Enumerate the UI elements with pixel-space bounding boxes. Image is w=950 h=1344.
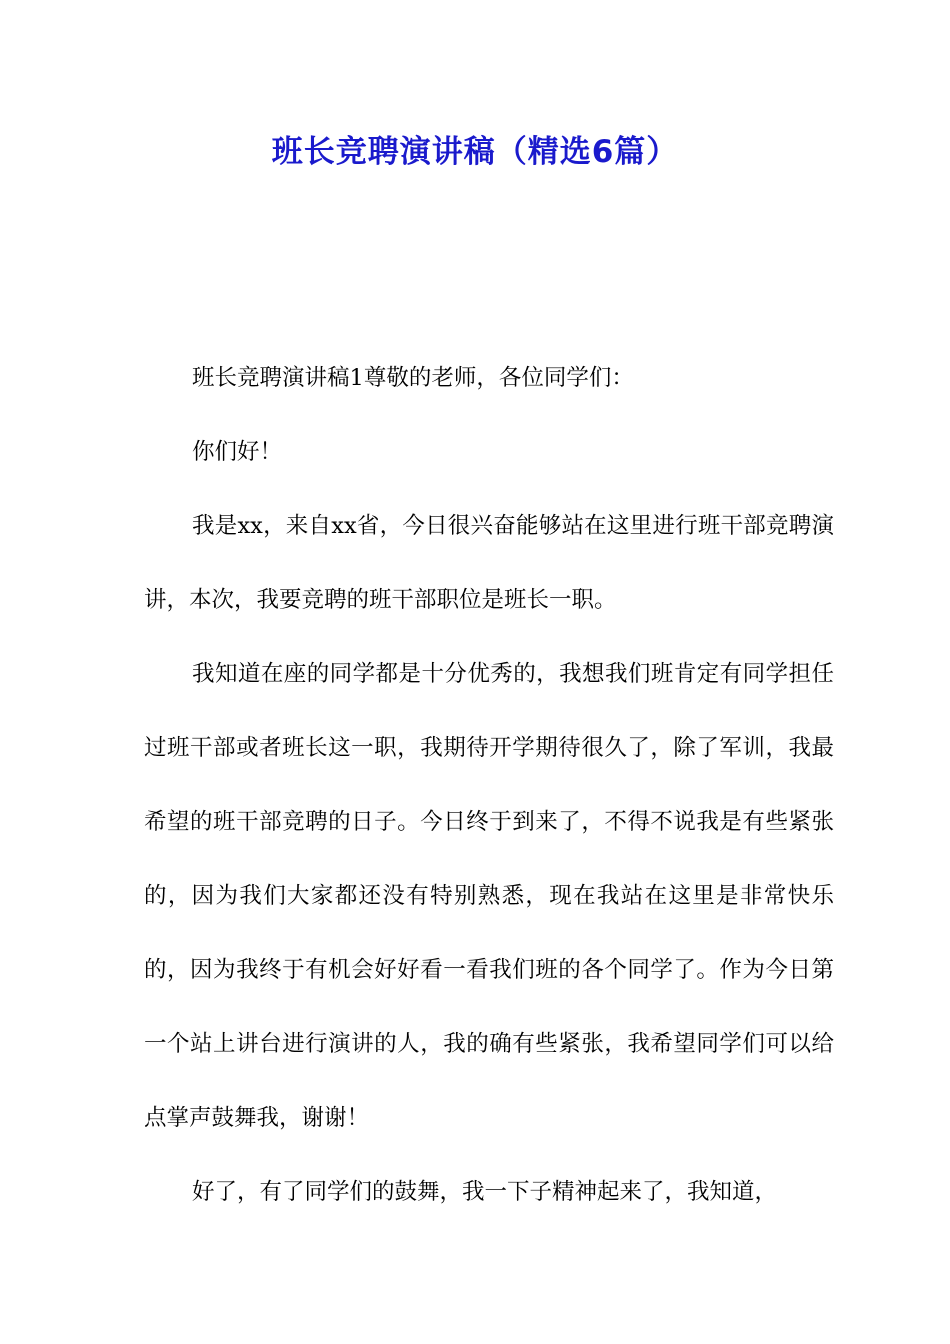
paragraph-continuation: 好了，有了同学们的鼓舞，我一下子精神起来了，我知道，	[192, 1179, 778, 1205]
paragraph-main: 我知道在座的同学都是十分优秀的，我想我们班肯定有同学担任过班干部或者班长这一职，我期待开学期待很久了，除了军训，我最希望的班干部竞聘的日子。今日终于到来了，不得不说我是有些紧张的，因为我们大家都还没有特别熟悉，现在我站在这里是非常快乐的，因为我终于有机会好好看一看我们班的各个同学了。作为今日第一个站上讲台进行演讲的人，我的确有些紧张，我希望同学们可以给点掌声鼓舞我，谢谢！	[144, 661, 834, 1131]
paragraph-introduction: 我是xx，来自xx省，今日很兴奋能够站在这里进行班干部竞聘演讲，本次，我要竞聘的班干部职位是班长一职。	[144, 513, 834, 613]
paragraph-hello: 你们好！	[192, 439, 283, 465]
document-title: 班长竞聘演讲稿（精选6篇）	[271, 134, 679, 170]
document-body	[144, 341, 834, 1229]
paragraph-greeting-heading: 班长竞聘演讲稿1尊敬的老师，各位同学们：	[192, 365, 634, 391]
